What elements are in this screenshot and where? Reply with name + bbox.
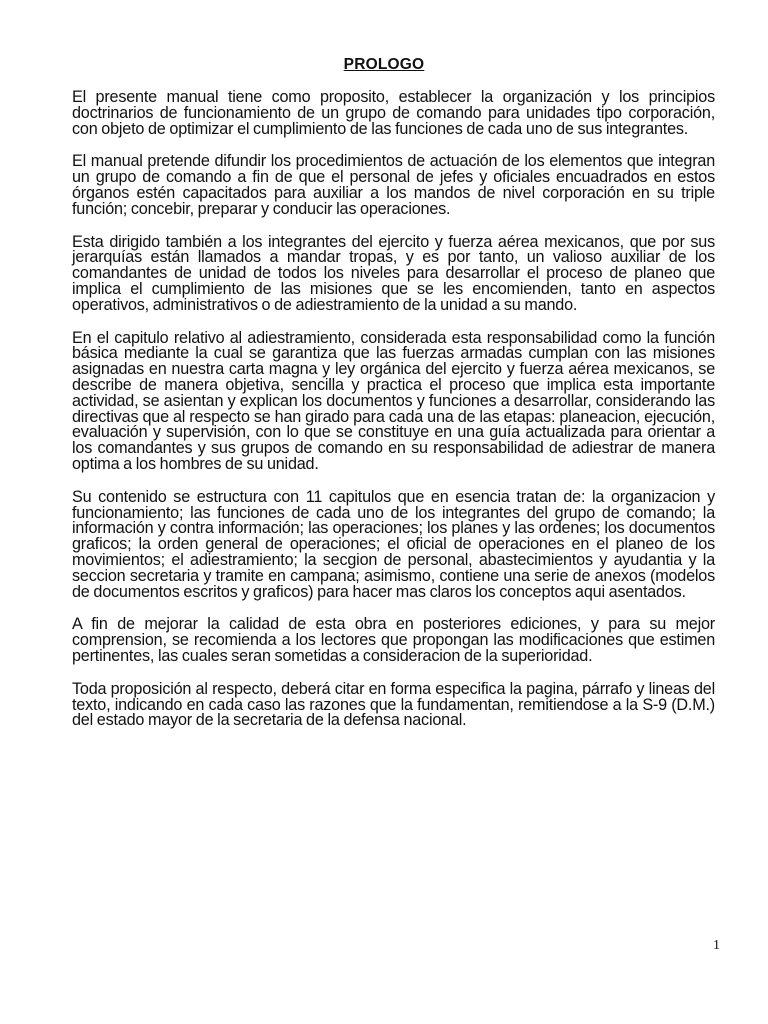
page-number: 1 (713, 938, 720, 953)
prologue-body (72, 90, 715, 746)
paragraph-procedures: El manual pretende difundir los procedimientos de actuación de los elementos que integran un grupo de comando a fin de que el personal de jefes y oficiales encuadrados en estos órganos estén capacitados para auxiliar a los mandos de nivel corporación en su triple función; concebir, preparar y conducir las operaciones. (72, 152, 715, 218)
paragraph-audience: Esta dirigido también a los integrantes del ejercito y fuerza aérea mexicanos, que por sus jerarquías están llamados a mandar tropas, y es por tanto, un valioso auxiliar de los comandantes de unidad de todos los niveles para desarrollar el proceso de planeo que implica el cumplimiento de las misiones que se les encomienden, tanto en aspectos operativos, administrativos o de adiestramiento de la unidad a su mando. (72, 232, 715, 314)
page-title: PROLOGO (343, 56, 425, 73)
paragraph-contents: Su contenido se estructura con 11 capitulos que en esencia tratan de: la organizacion y funcionamiento; las funciones de cada uno de los integrantes del grupo de comando; la información y contra información; las operaciones; los planes y las ordenes; los documentos graficos; la orden general de operaciones; el oficial de operaciones en el planeo de los movimientos; el adiestramiento; la secgion de personal, abastecimientos y ayudantia y la seccion secretaria y tramite en campana; asimismo, contiene una serie de anexos (modelos de documentos escritos y graficos) para hacer mas claros los conceptos aqui asentados. (72, 487, 715, 601)
paragraph-improvements: A fin de mejorar la calidad de esta obra en posteriores ediciones, y para su mejor comprension, se recomienda a los lectores que propongan las modificaciones que estimen pertinentes, las cuales seran sometidas a consideracion de la superioridad. (72, 615, 715, 665)
paragraph-proposals: Toda proposición al respecto, deberá citar en forma especifica la pagina, párrafo y lineas del texto, indicando en cada caso las razones que la fundamentan, remitiendose a la S-9 (D.M.) del estado mayor de la secretaria de la defensa nacional. (72, 679, 715, 730)
paragraph-purpose: El presente manual tiene como proposito, establecer la organización y los principios doctrinarios de funcionamiento de un grupo de comando para unidades tipo corporación, con objeto de optimizar el cumplimiento de las funciones de cada uno de sus integrantes. (72, 88, 715, 138)
paragraph-training-chapter: En el capitulo relativo al adiestramiento, considerada esta responsabilidad como la función básica mediante la cual se garantiza que las fuerzas armadas cumplan con las misiones asignadas en nuestra carta magna y ley orgánica del ejercito y fuerza aérea mexicanos, se describe de manera objetiva, sencilla y practica el proceso que implica esta importante actividad, se asientan y explican los documentos y funciones a desarrollar, considerando las directivas que al respecto se han girado para cada una de las etapas: planeacion, ejecución, evaluación y supervisión, con lo que se constituye en una guía actualizada para orientar a los comandantes y sus grupos de comando en su responsabilidad de adiestrar de manera optima a los hombres de su unidad. (72, 328, 715, 473)
